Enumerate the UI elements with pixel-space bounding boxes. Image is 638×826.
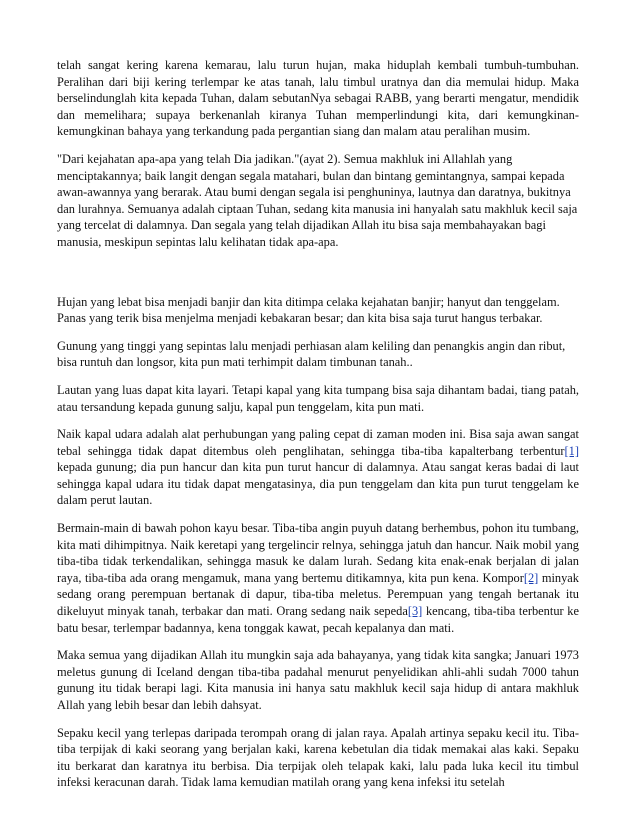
paragraph-text: Bermain-main di bawah pohon kayu besar. Tiba-tiba angin puyuh datang berhembus, pohon itu tumbang, kita mati dihimpitnya. Naik keretapi yang tergelincir relnya, sehingga jatuh dan hancur. Naik mobil yang tiba-tiba tidak terkendalikan, sehingga masuk ke dalam lurah. Sedang kita enak-enak berjalan di jalan raya, tiba-tiba ada orang mengamuk, mana yang bertemu ditikamnya, kita pun kena. Kompor: [57, 521, 579, 585]
paragraph-text: Gunung yang tinggi yang sepintas lalu menjadi perhiasan alam keliling dan penangkis angin dan ribut, bisa runtuh dan longsor, kita pun mati terhimpit dalam timbunan tanah..: [57, 338, 566, 370]
paragraph-text: Lautan yang luas dapat kita layari. Tetapi kapal yang kita tumpang bisa saja dihantam badai, tiang patah, atau tersandung kepada gunung salju, kapal pun tenggelam, kita pun mati.: [57, 382, 579, 414]
paragraph: [57, 151, 579, 251]
paragraph-text: Hujan yang lebat bisa menjadi banjir dan kita ditimpa celaka kejahatan banjir; hanyut dan tenggelam. Panas yang terik bisa menjelma menjadi kebakaran besar; dan kita bisa saja turut hangus terbakar.: [57, 294, 560, 326]
paragraph: [57, 520, 579, 636]
paragraph-text: kepada gunung; dia pun hancur dan kita pun turut hancur di dalamnya. Atau sangat keras badai di laut sehingga kapal udara itu tidak dapat mengatasinya, dia pun tenggelam dan kita pun turut tenggelam ke dalam perut lautan.: [57, 460, 579, 508]
paragraph-text: minyak sedang orang perempuan bertanak di dapur, tiba-tiba meletus. Perempuan yang tengah bertanak itu dikeluyut minyak tanah, terbakar dan mati. Orang sedang naik sepeda: [57, 570, 580, 619]
paragraph: [57, 382, 579, 415]
footnote-link[interactable]: [1]: [564, 443, 579, 458]
paragraph: [57, 57, 579, 140]
paragraph: [57, 426, 579, 509]
paragraph: [57, 338, 579, 371]
paragraph-text: Sepaku kecil yang terlepas daripada terompah orang di jalan raya. Apalah artinya sepaku kecil itu. Tiba-tiba terpijak di kaki seorang yang berjalan kaki, karena kebetulan dia tidak memakai alas kaki. Sepaku itu berkarat dan karatnya itu berbisa. Dia terpijak oleh telapak kaki, lalu pada luka kecil itu timbul infeksi keracunan darah. Tidak lama kemudian matilah orang yang kena infeksi itu setelah: [57, 725, 579, 790]
section-gap: [57, 262, 579, 294]
paragraph-text: Maka semua yang dijadikan Allah itu mungkin saja ada bahayanya, yang tidak kita sangka; Januari 1973 meletus gunung di Iceland dengan tiba-tiba padahal menurut penyelidikan ahli-ahli sudah 7000 tahun gunung itu tidak berapi lagi. Kita manusia ini hanya satu makhluk kecil saja hidup di antara makhluk Allah yang lebih besar dan lebih dahsyat.: [57, 648, 579, 712]
paragraph: [57, 647, 579, 713]
paragraph: [57, 725, 579, 791]
paragraph-text: kencang, tiba-tiba terbentur ke batu besar, terlempar badannya, kena tonggak kawat, pecah kepalanya dan mati.: [57, 604, 579, 635]
paragraph-text: "Dari kejahatan apa-apa yang telah Dia jadikan."(ayat 2). Semua makhluk ini Allahlah yang menciptakannya; baik langit dengan segala matahari, bulan dan bintang gemintangnya, sampai kepada awan-awannya yang berarak. Atau bumi dengan segala isi penghuninya, lautnya dan daratnya, bukitnya dan lurahnya. Semuanya adalah ciptaan Tuhan, sedang kita manusia ini hanyalah satu makhluk kecil saja yang tercelat di dalamnya. Dan segala yang telah dijadikan Allah itu bisa saja membahayakan bagi manusia, meskipun sepintas lalu kelihatan tidak apa-apa.: [57, 151, 578, 249]
footnote-link[interactable]: [2]: [523, 570, 539, 585]
paragraph-text: Naik kapal udara adalah alat perhubungan yang paling cepat di zaman moden ini. Bisa saja awan sangat tebal sehingga tidak dapat ditembus oleh penglihatan, sehingga tiba-tiba kapalterbang terbentur: [57, 427, 579, 458]
paragraph: [57, 294, 579, 327]
footnote-link[interactable]: [3]: [407, 604, 423, 619]
paragraph-text: telah sangat kering karena kemarau, lalu turun hujan, maka hiduplah kembali tumbuh-tumbuhan. Peralihan dari biji kering terlempar ke atas tanah, lalu timbul uratnya dan dia memulai hidup. Maka berselindunglah kita kepada Tuhan, dalam sebutanNya sebagai RABB, yang berarti mengatur, mendidik dan memelihara; supaya berkenanlah kiranya Tuhan memperlindungi kita, dari kemungkinan-kemungkinan bahaya yang terkandung pada pergantian siang dan malam atau peralihan musim.: [57, 58, 579, 139]
